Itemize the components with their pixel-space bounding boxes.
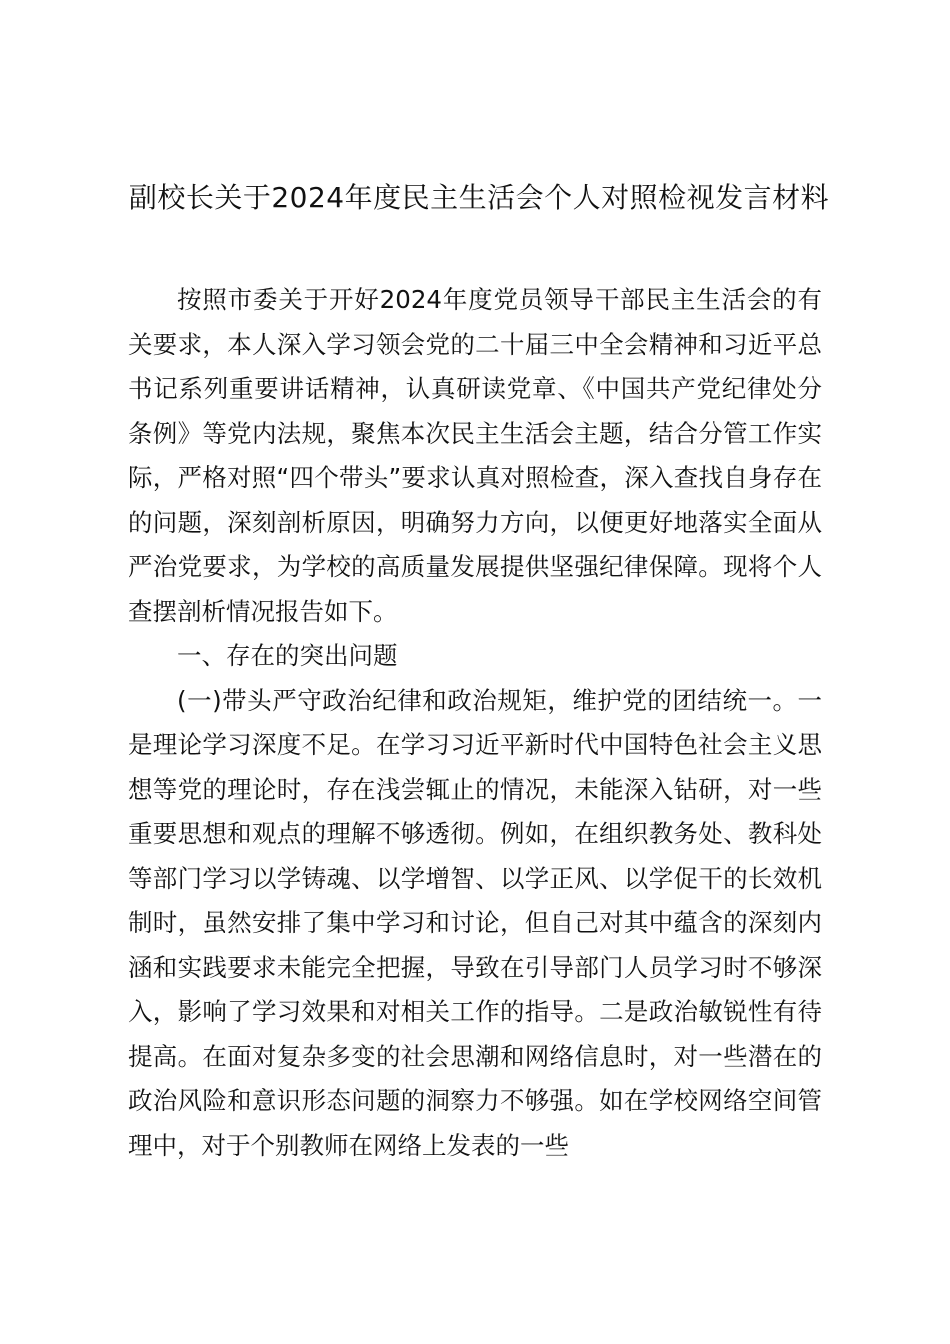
document-body (128, 278, 822, 1168)
intro-paragraph: 按照市委关于开好2024年度党员领导干部民主生活会的有关要求，本人深入学习领会党的二十届三中全会精神和习近平总书记系列重要讲话精神，认真研读党章、《中国共产党纪律处分条例》等党内法规，聚焦本次民主生活会主题，结合分管工作实际，严格对照“四个带头”要求认真对照检查，深入查找自身存在的问题，深刻剖析原因，明确努力方向，以便更好地落实全面从严治党要求，为学校的高质量发展提供坚强纪律保障。现将个人查摆剖析情况报告如下。 (128, 285, 822, 626)
section-paragraph: (一)带头严守政治纪律和政治规矩，维护党的团结统一。一是理论学习深度不足。在学习习近平新时代中国特色社会主义思想等党的理论时，存在浅尝辄止的情况，未能深入钻研，对一些重要思想和观点的理解不够透彻。例如，在组织教务处、教科处等部门学习以学铸魂、以学增智、以学正风、以学促干的长效机制时，虽然安排了集中学习和讨论，但自己对其中蕴含的深刻内涵和实践要求未能完全把握，导致在引导部门人员学习时不够深入，影响了学习效果和对相关工作的指导。二是政治敏锐性有待提高。在面对复杂多变的社会思潮和网络信息时，对一些潜在的政治风险和意识形态问题的洞察力不够强。如在学校网络空间管理中，对于个别教师在网络上发表的一些 (128, 685, 822, 1160)
section-heading: 一、存在的突出问题 (177, 641, 398, 670)
document-title: 副校长关于2024年度民主生活会个人对照检视发言材料 (128, 181, 830, 214)
